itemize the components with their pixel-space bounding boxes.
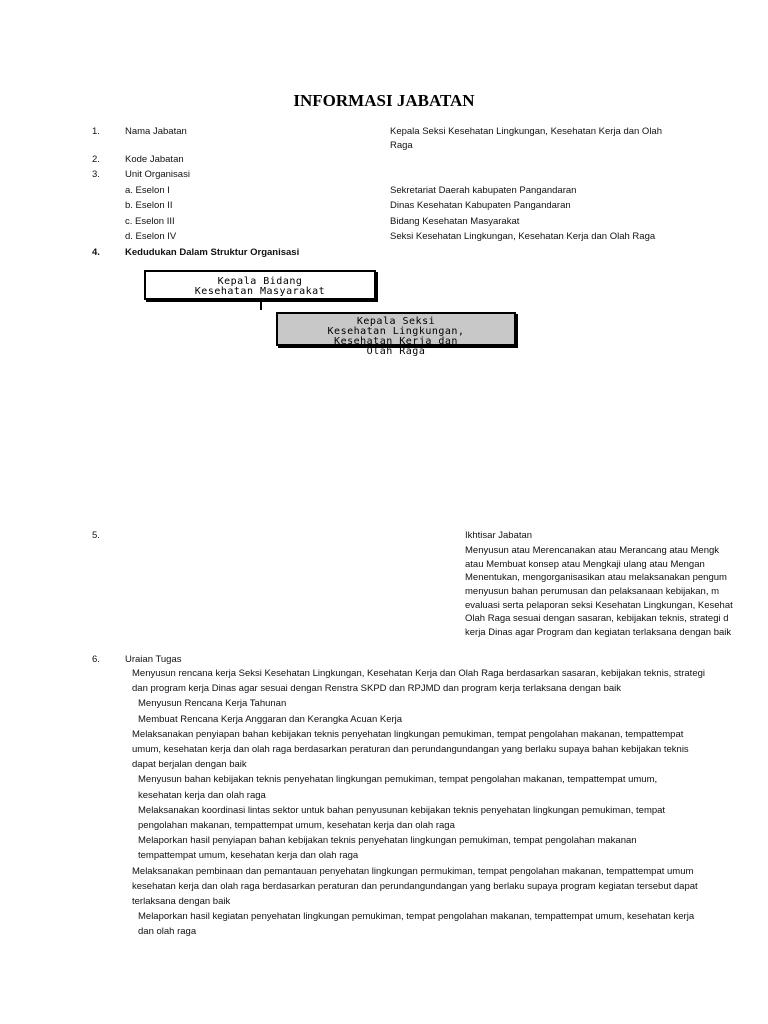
ikhtisar-line: atau Membuat konsep atau Mengkaji ulang atau Mengan: [465, 558, 705, 570]
ikhtisar-line: menyusun bahan perumusan dan pelaksanaan kebijakan, m: [465, 586, 720, 598]
page-title: INFORMASI JABATAN: [293, 91, 475, 110]
uraian-line: Melaksanakan penyiapan bahan kebijakan teknis penyehatan lingkungan pemukiman, tempat pengolahan makanan, tempattempat: [132, 728, 684, 740]
uraian-line: kesehatan kerja dan olah raga berdasarkan peraturan dan perundangundangan yang berlaku supaya program kegiatan tersebut dapat: [132, 880, 698, 892]
org-box-kepala-seksi-line2: Kesehatan Lingkungan,: [327, 326, 465, 337]
uraian-line: pengolahan makanan, tempattempat umum, kesehatan kerja dan olah raga: [138, 820, 455, 831]
ikhtisar-line: Olah Raga sesuai dengan sasaran, kebijakan teknis, strategi d: [465, 613, 729, 625]
uraian-line: dan olah raga: [138, 926, 197, 938]
eselon-1-label: a. Eselon I: [125, 185, 170, 196]
item-number-5: 5.: [92, 530, 100, 541]
org-box-kepala-bidang-line1: Kepala Bidang: [217, 276, 303, 287]
uraian-line: dapat berjalan dengan baik: [132, 759, 247, 771]
uraian-line: Melaporkan hasil penyiapan bahan kebijakan teknis penyehatan lingkungan pemukiman, tempat pengolahan makanan: [138, 835, 637, 847]
unit-organisasi-label: Unit Organisasi: [125, 169, 190, 180]
org-box-kepala-seksi-line1: Kepala Seksi: [356, 316, 436, 327]
org-connector-line: [260, 302, 262, 310]
uraian-line: Menyusun bahan kebijakan teknis penyehatan lingkungan pemukiman, tempat pengolahan makanan, tempattempat umum,: [138, 774, 658, 786]
uraian-line: umum, kesehatan kerja dan olah raga berdasarkan peraturan dan perundangundangan yang berlaku supaya bahan kebijakan teknis: [132, 744, 689, 755]
item-number-1: 1.: [92, 126, 100, 137]
org-box-kepala-seksi-line4: Olah Raga: [366, 346, 426, 357]
uraian-line: Melaporkan hasil kegiatan penyehatan lingkungan pemukiman, tempat pengolahan makanan, tempattempat umum, kesehatan kerja: [138, 911, 695, 923]
ikhtisar-line: Menyusun atau Merencanakan atau Merancang atau Mengk: [465, 545, 720, 556]
org-box-kepala-seksi-line3: Kesehatan Kerja dan: [334, 336, 458, 347]
eselon-1-value: Sekretariat Daerah kabupaten Pangandaran: [390, 185, 577, 196]
uraian-line: tempattempat umum, kesehatan kerja dan olah raga: [138, 850, 359, 862]
uraian-line: Menyusun rencana kerja Seksi Kesehatan Lingkungan, Kesehatan Kerja dan Olah Raga berdasarkan sasaran, kebijakan teknis, strategi: [132, 668, 705, 679]
uraian-line: dan program kerja Dinas agar sesuai dengan Renstra SKPD dan RPJMD dan program kerja terlaksana dengan baik: [132, 683, 621, 695]
org-box-kepala-seksi: [276, 312, 516, 357]
eselon-3-value: Bidang Kesehatan Masyarakat: [390, 216, 520, 227]
uraian-line: kesehatan kerja dan olah raga: [138, 789, 266, 801]
org-box-kepala-bidang-line2: Kesehatan Masyarakat: [194, 286, 326, 297]
eselon-2-label: b. Eselon II: [125, 200, 173, 211]
item-number-2: 2.: [92, 154, 100, 165]
eselon-2-value: Dinas Kesehatan Kabupaten Pangandaran: [390, 200, 571, 211]
kode-jabatan-label: Kode Jabatan: [125, 154, 184, 165]
uraian-line: Menyusun Rencana Kerja Tahunan: [138, 698, 287, 710]
uraian-line: Melaksanakan koordinasi lintas sektor untuk bahan penyusunan kebijakan teknis penyehatan lingkungan pemukiman, tempat: [138, 804, 666, 816]
uraian-list: [0, 668, 768, 946]
uraian-label: Uraian Tugas: [125, 654, 182, 665]
ikhtisar-line: kerja Dinas agar Program dan kegiatan terlaksana dengan baik: [465, 627, 732, 639]
item-number-4: 4.: [92, 247, 100, 258]
eselon-3-label: c. Eselon III: [125, 216, 175, 227]
nama-jabatan-value-line1: Kepala Seksi Kesehatan Lingkungan, Kesehatan Kerja dan Olah: [390, 126, 663, 137]
ikhtisar-line: evaluasi serta pelaporan seksi Kesehatan Lingkungan, Kesehat: [465, 599, 733, 611]
ikhtisar-text: [465, 545, 768, 641]
ikhtisar-label: Ikhtisar Jabatan: [465, 530, 533, 541]
item-number-6: 6.: [92, 654, 100, 665]
eselon-4-value: Seksi Kesehatan Lingkungan, Kesehatan Kerja dan Olah Raga: [390, 231, 656, 242]
uraian-line: Membuat Rencana Kerja Anggaran dan Kerangka Acuan Kerja: [138, 713, 403, 725]
item-number-3: 3.: [92, 169, 100, 180]
org-box-kepala-bidang: [144, 270, 376, 300]
ikhtisar-line: Menentukan, mengorganisasikan atau melaksanakan pengum: [465, 572, 727, 584]
uraian-line: Melaksanakan pembinaan dan pemantauan penyehatan lingkungan permukiman, tempat pengolahan makanan, tempattempat umum: [132, 865, 694, 877]
uraian-line: terlaksana dengan baik: [132, 896, 231, 907]
nama-jabatan-value-line2: Raga: [390, 140, 413, 151]
eselon-4-label: d. Eselon IV: [125, 231, 177, 242]
nama-jabatan-label: Nama Jabatan: [125, 126, 187, 137]
kedudukan-label: Kedudukan Dalam Struktur Organisasi: [125, 247, 300, 258]
